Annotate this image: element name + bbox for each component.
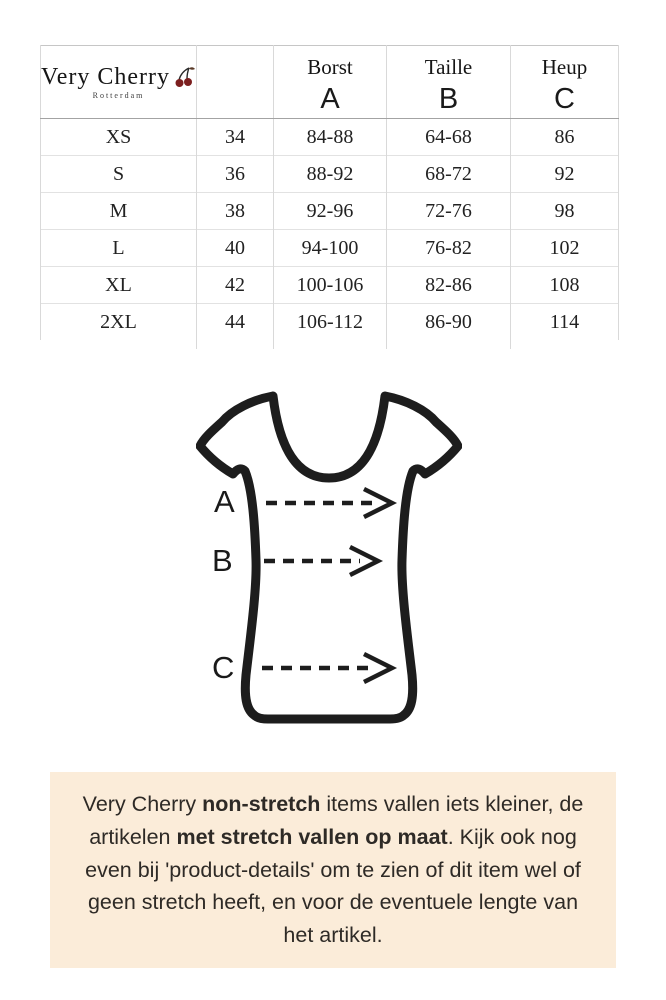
taille-cell: 82-86	[387, 267, 511, 304]
size-cell: XL	[41, 267, 197, 304]
size-cell: L	[41, 230, 197, 267]
header-borst-letter: A	[320, 82, 340, 115]
label-b: B	[212, 543, 233, 578]
taille-cell: 72-76	[387, 193, 511, 230]
header-taille-label: Taille	[424, 54, 473, 79]
eu-size-cell: 34	[197, 119, 274, 156]
brand-name: Very Cherry	[41, 63, 170, 90]
table-row-s	[41, 156, 619, 193]
eu-size-cell: 38	[197, 193, 274, 230]
header-borst	[274, 46, 387, 119]
borst-cell: 84-88	[274, 119, 387, 156]
table-row-xl	[41, 267, 619, 304]
arrow-c-icon	[256, 648, 400, 688]
eu-size-cell: 42	[197, 267, 274, 304]
table-row-l	[41, 230, 619, 267]
size-chart-table	[40, 45, 619, 349]
brand-city: Rotterdam	[92, 90, 145, 100]
borst-cell: 100-106	[274, 267, 387, 304]
heup-cell: 114	[511, 304, 619, 341]
table-row-xs	[41, 119, 619, 156]
arrow-b-icon	[258, 541, 386, 581]
header-heup-label: Heup	[541, 54, 588, 79]
size-cell: XS	[41, 119, 197, 156]
borst-cell: 92-96	[274, 193, 387, 230]
eu-size-cell: 36	[197, 156, 274, 193]
size-cell: 2XL	[41, 304, 197, 341]
empty-header-cell	[197, 46, 274, 119]
size-cell: S	[41, 156, 197, 193]
borst-cell: 94-100	[274, 230, 387, 267]
header-heup	[511, 46, 619, 119]
heup-cell: 102	[511, 230, 619, 267]
borst-cell: 106-112	[274, 304, 387, 341]
header-taille	[387, 46, 511, 119]
eu-size-cell: 44	[197, 304, 274, 341]
eu-size-cell: 40	[197, 230, 274, 267]
stretch-note-text: Very Cherry non-stretch items vallen iets kleiner, de artikelen met stretch vallen op maat. Kijk ook nog even bij 'product-details' om te zien of dit item wel of geen stretch heeft, en voor de eventuele lengte van het artikel.	[82, 792, 584, 947]
table-row-2xl	[41, 304, 619, 341]
header-heup-letter: C	[554, 82, 575, 115]
taille-cell: 86-90	[387, 304, 511, 341]
stretch-note-panel	[50, 772, 616, 968]
size-cell: M	[41, 193, 197, 230]
cherry-icon	[174, 65, 196, 89]
taille-cell: 76-82	[387, 230, 511, 267]
table-bottom-spacer	[41, 340, 619, 349]
label-a: A	[214, 484, 235, 519]
measurement-diagram	[0, 382, 666, 754]
label-c: C	[212, 650, 235, 685]
heup-cell: 92	[511, 156, 619, 193]
table-row-m	[41, 193, 619, 230]
borst-cell: 88-92	[274, 156, 387, 193]
taille-cell: 64-68	[387, 119, 511, 156]
brand-logo	[41, 65, 196, 100]
brand-cell	[41, 46, 197, 119]
heup-cell: 86	[511, 119, 619, 156]
heup-cell: 98	[511, 193, 619, 230]
taille-cell: 68-72	[387, 156, 511, 193]
heup-cell: 108	[511, 267, 619, 304]
header-borst-label: Borst	[307, 54, 353, 79]
header-taille-letter: B	[438, 82, 459, 115]
table-header-row	[41, 46, 619, 119]
arrow-a-icon	[260, 483, 400, 523]
